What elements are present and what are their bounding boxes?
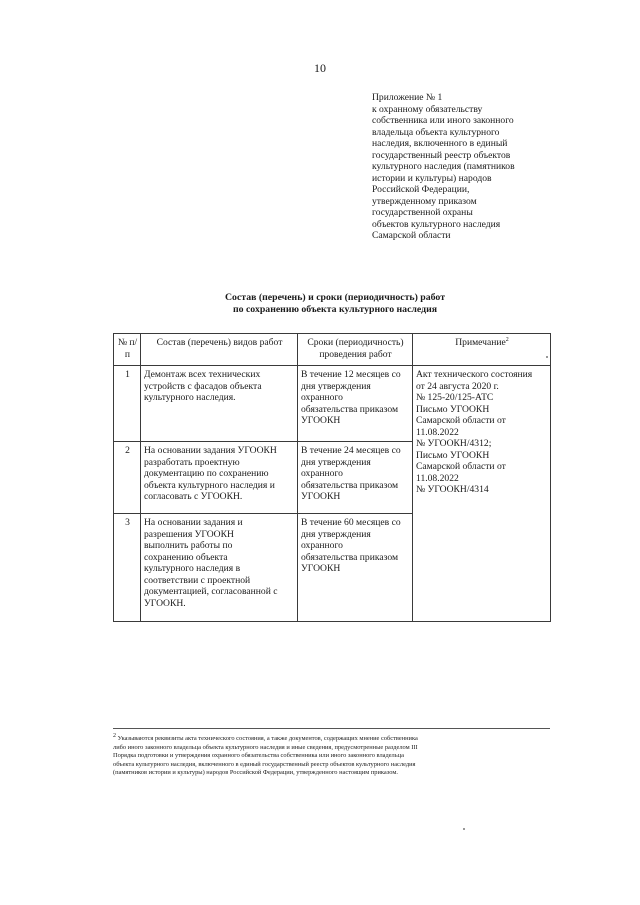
appendix-line: к охранному обязательству bbox=[372, 103, 483, 115]
scan-speck bbox=[546, 356, 548, 358]
appendix-line: Приложение № 1 bbox=[372, 92, 443, 103]
note-line: Самарской области от bbox=[416, 415, 506, 426]
footnote-text: Указываются реквизиты акта технического состояния, а также документов, содержащих мнение собственника bbox=[117, 735, 418, 742]
table-row bbox=[114, 366, 551, 442]
appendix-line: наследия, включенного в единый bbox=[372, 138, 508, 149]
cell-line: охранного bbox=[301, 540, 343, 551]
row-terms bbox=[298, 442, 413, 514]
note-cell bbox=[413, 366, 551, 622]
row-terms bbox=[298, 514, 413, 622]
footnote bbox=[113, 732, 550, 778]
footnote-mark: 2 bbox=[113, 732, 116, 739]
note-line: 11.08.2022 bbox=[416, 426, 459, 438]
scan-speck bbox=[463, 828, 465, 830]
cell-line: разработать проектную bbox=[144, 456, 240, 468]
table-header-row bbox=[114, 334, 551, 366]
header-note-label: Примечание bbox=[455, 337, 506, 348]
cell-line: выполнить работы по bbox=[144, 540, 233, 551]
cell-line: В течение 24 месяцев со bbox=[301, 445, 401, 456]
cell-line: На основании задания УГООКН bbox=[144, 445, 277, 456]
row-num: 2 bbox=[114, 442, 141, 514]
header-works: Состав (перечень) видов работ bbox=[141, 334, 298, 366]
cell-line: устройств с фасадов объекта bbox=[144, 380, 262, 392]
note-line: № 125-20/125-АТС bbox=[416, 392, 494, 403]
footnote-separator bbox=[113, 728, 550, 729]
document-title bbox=[0, 292, 640, 316]
cell-line: дня утверждения bbox=[301, 380, 371, 392]
row-num: 1 bbox=[114, 366, 141, 442]
cell-line: УГООКН bbox=[301, 563, 341, 574]
appendix-line: владельца объекта культурного bbox=[372, 126, 500, 138]
cell-line: охранного bbox=[301, 468, 343, 479]
row-terms bbox=[298, 366, 413, 442]
note-line: № УГООКН/4312; bbox=[416, 438, 492, 449]
header-note bbox=[413, 334, 551, 366]
cell-line: культурного наследия. bbox=[144, 392, 236, 403]
title-line: Состав (перечень) и сроки (периодичность) работ bbox=[224, 292, 446, 303]
cell-line: документацию по сохранению bbox=[144, 468, 269, 479]
cell-line: документацией, согласованной с bbox=[144, 586, 278, 597]
cell-line: обязательства приказом bbox=[301, 479, 399, 491]
cell-line: На основании задания и bbox=[144, 517, 243, 528]
header-num: № п/п bbox=[114, 334, 141, 366]
row-works bbox=[141, 442, 298, 514]
appendix-header bbox=[372, 92, 577, 242]
note-line: от 24 августа 2020 г. bbox=[416, 380, 499, 392]
title-line: по сохранению объекта культурного наследия bbox=[232, 304, 438, 316]
footnote-ref: 2 bbox=[505, 336, 509, 343]
cell-line: обязательства приказом bbox=[301, 551, 399, 563]
cell-line: сохранению объекта bbox=[144, 551, 228, 563]
works-table bbox=[113, 333, 551, 622]
cell-line: охранного bbox=[301, 392, 343, 403]
row-works bbox=[141, 514, 298, 622]
cell-line: В течение 12 месяцев со bbox=[301, 369, 401, 380]
cell-line: соответствии с проектной bbox=[144, 574, 251, 586]
appendix-line: утвержденному приказом bbox=[372, 195, 477, 207]
cell-line: дня утверждения bbox=[301, 528, 371, 540]
footnote-line bbox=[113, 732, 550, 744]
note-line: Акт технического состояния bbox=[416, 369, 533, 380]
cell-line: Демонтаж всех технических bbox=[144, 369, 261, 380]
appendix-line: государственный реестр объектов bbox=[372, 149, 511, 161]
note-line: № УГООКН/4314 bbox=[416, 484, 489, 495]
note-line: Письмо УГООКН bbox=[416, 403, 490, 415]
row-num: 3 bbox=[114, 514, 141, 622]
appendix-line: Самарской области bbox=[372, 230, 451, 241]
cell-line: объекта культурного наследия и bbox=[144, 479, 275, 491]
note-line: Письмо УГООКН bbox=[416, 449, 490, 461]
footnote-line: объекта культурного наследия, включенного в единый государственный реестр объектов культурного наследия bbox=[113, 760, 416, 768]
appendix-line: культурного наследия (памятников bbox=[372, 161, 515, 172]
cell-line: В течение 60 месяцев со bbox=[301, 517, 401, 528]
footnote-line: (памятников истории и культуры) народов Российской Федерации, утвержденного настоящим приказом. bbox=[113, 769, 398, 777]
cell-line: разрешения УГООКН bbox=[144, 528, 234, 540]
appendix-line: собственника или иного законного bbox=[372, 115, 514, 126]
cell-line: дня утверждения bbox=[301, 456, 371, 468]
page-number: 10 bbox=[314, 61, 326, 75]
note-line: Самарской области от bbox=[416, 461, 506, 472]
appendix-line: истории и культуры) народов bbox=[372, 172, 492, 184]
cell-line: согласовать с УГООКН. bbox=[144, 491, 243, 502]
cell-line: УГООКН. bbox=[144, 597, 186, 609]
header-terms: Сроки (периодичность) проведения работ bbox=[298, 334, 413, 366]
row-works bbox=[141, 366, 298, 442]
cell-line: обязательства приказом bbox=[301, 403, 399, 415]
note-line: 11.08.2022 bbox=[416, 472, 459, 484]
appendix-line: Российской Федерации, bbox=[372, 184, 470, 195]
cell-line: УГООКН bbox=[301, 415, 341, 426]
footnote-line: Порядка подготовки и утверждения охранного обязательства собственника или иного законного владельца bbox=[113, 752, 404, 760]
footnote-line: либо иного законного владельца объекта культурного наследия и иные сведения, предусмотренные разделом III bbox=[113, 743, 418, 751]
appendix-line: государственной охраны bbox=[372, 207, 473, 218]
cell-line: культурного наследия в bbox=[144, 563, 241, 574]
appendix-line: объектов культурного наследия bbox=[372, 218, 501, 230]
cell-line: УГООКН bbox=[301, 491, 341, 502]
